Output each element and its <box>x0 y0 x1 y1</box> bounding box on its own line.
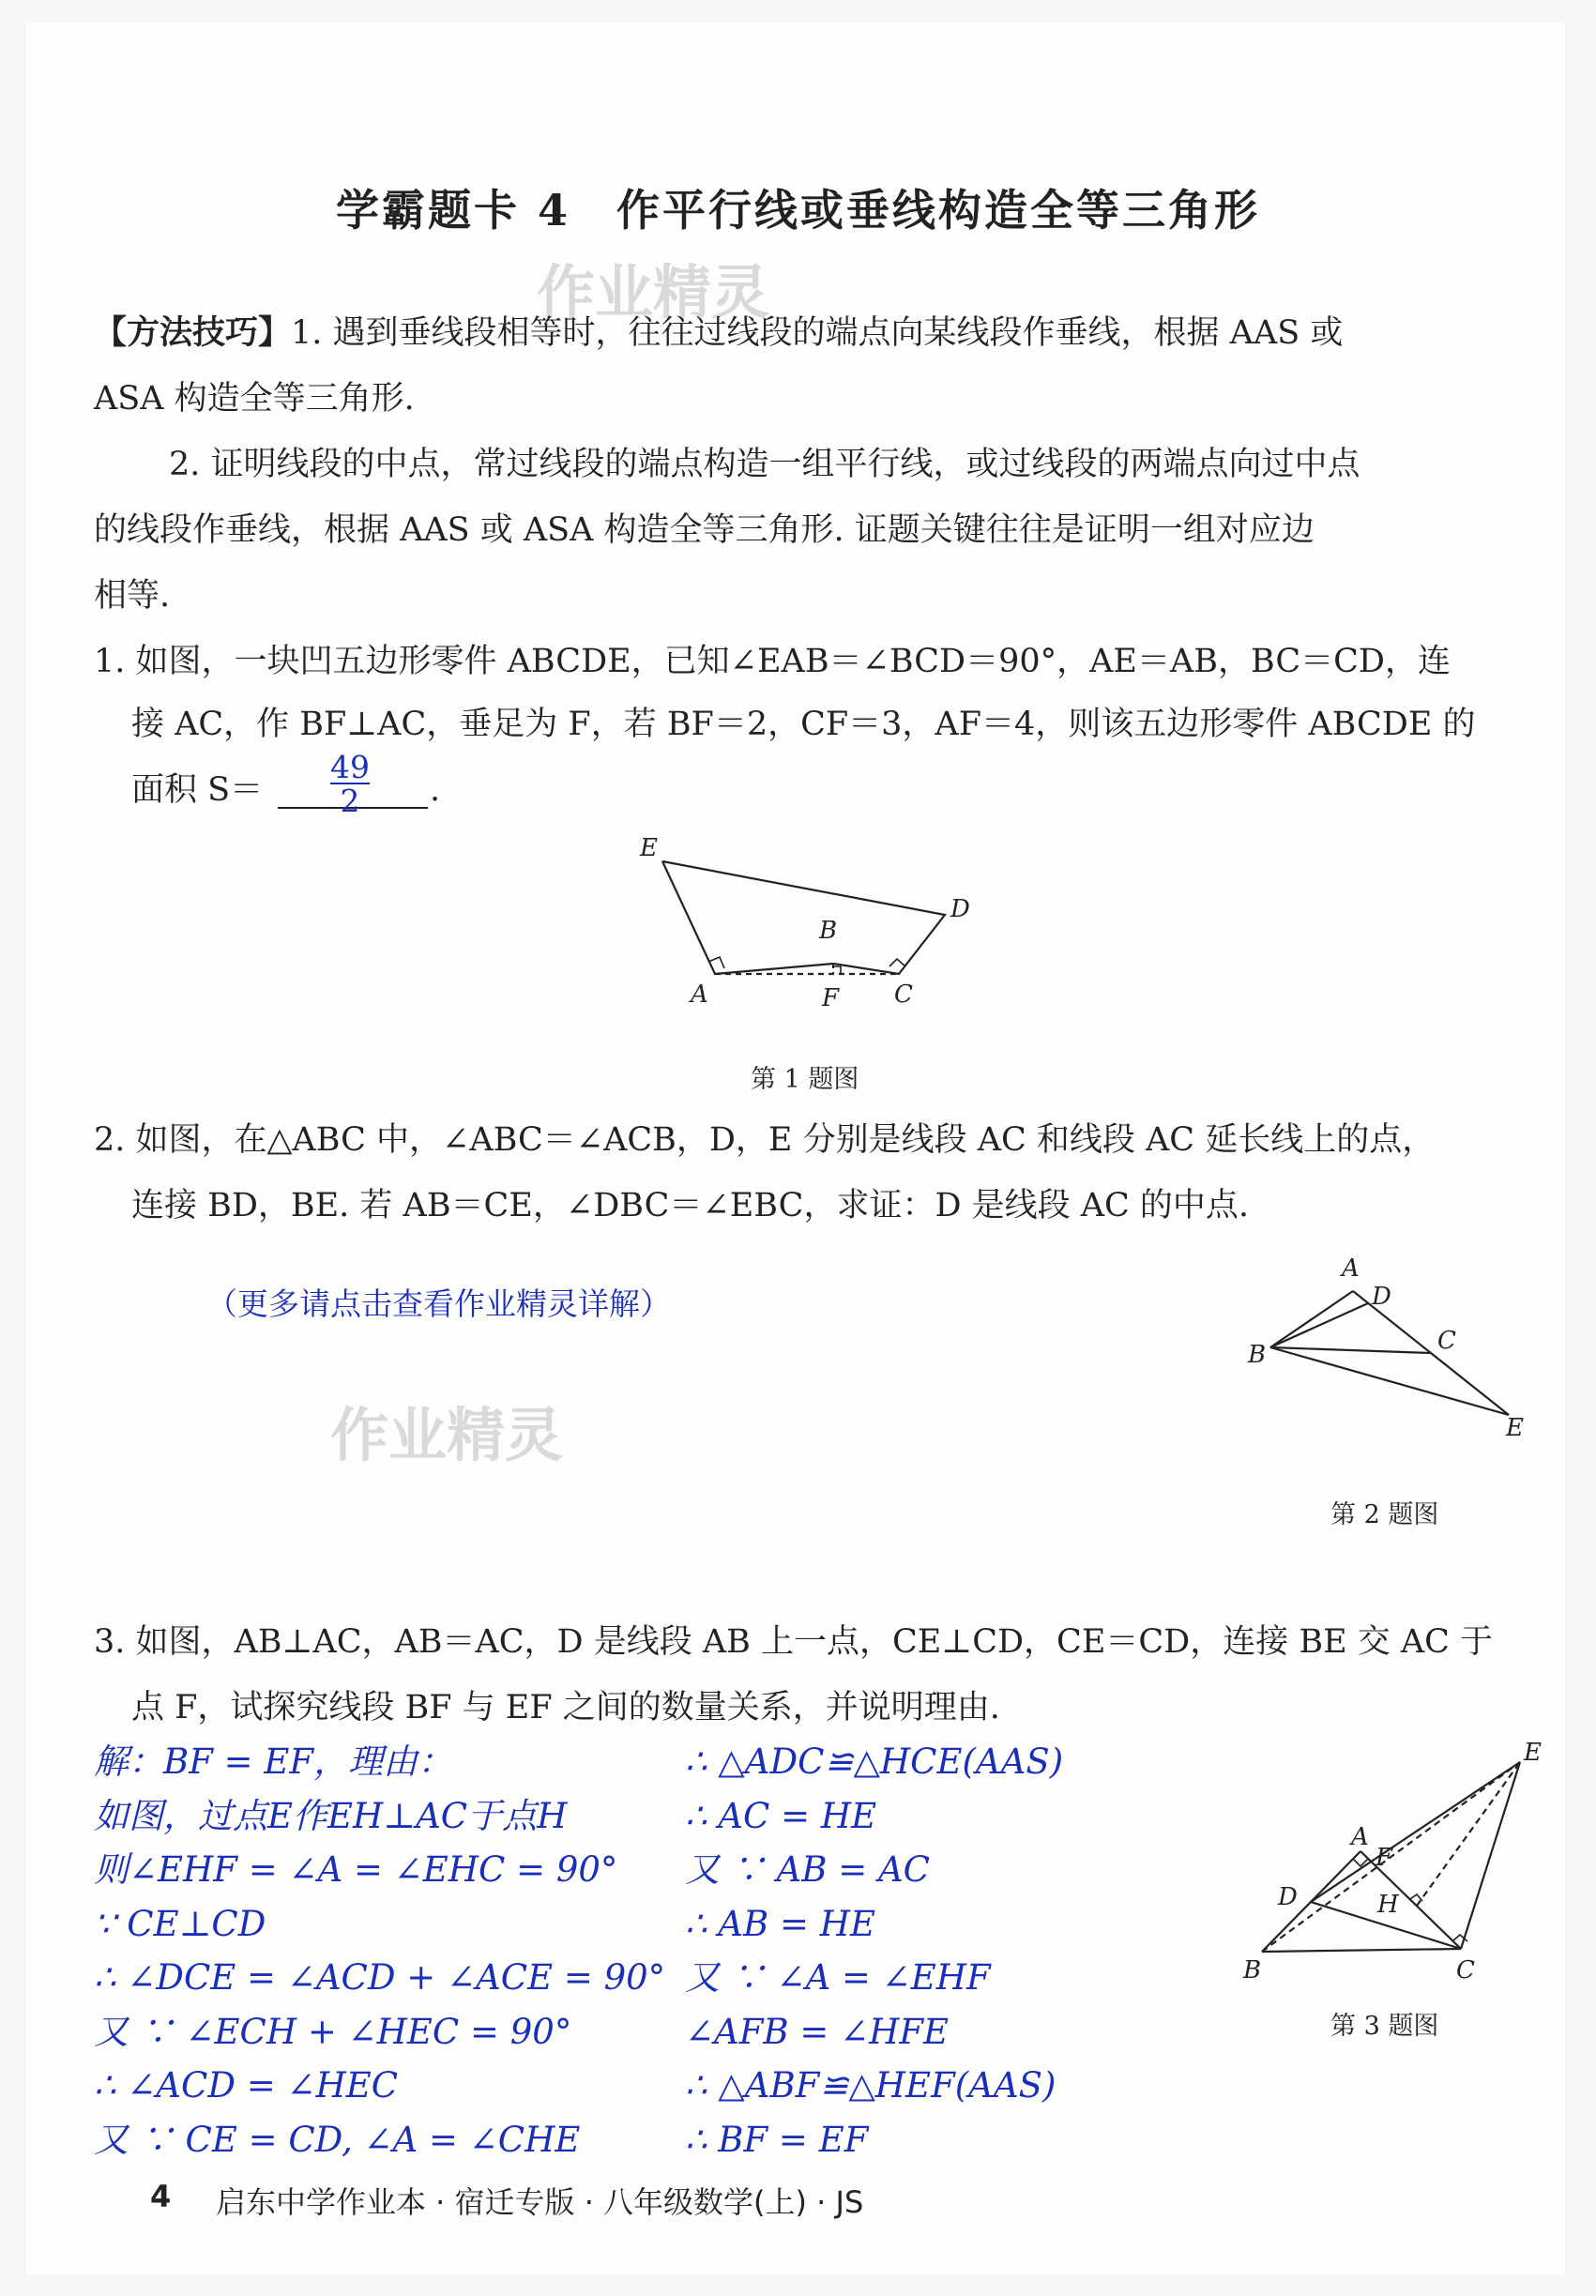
watermark-middle: 作业精灵 <box>330 1401 564 1469</box>
q3-solution-line: ∴ ∠ACD = ∠HEC <box>94 2065 399 2106</box>
method-label: 【方法技巧】 <box>94 313 292 352</box>
q1-line-1: 1. 如图，一块凹五边形零件 ABCDE，已知∠EAB＝∠BCD＝90°，AE＝AB，BC＝CD，连 <box>94 643 1451 680</box>
q1-label-d: D <box>950 895 970 923</box>
q3-solution-line: 又 ∵ ∠ECH + ∠HEC = 90° <box>94 2011 572 2052</box>
q3-segment-de <box>1311 1762 1520 1902</box>
q3-label-e: E <box>1524 1739 1542 1767</box>
q3-solution-right <box>685 1743 1063 2175</box>
q3-solution-line: ∴ AC = HE <box>685 1795 877 1836</box>
method-tip-2-line-3: 相等. <box>94 577 171 615</box>
q3-solution-line: ∠AFB = ∠HFE <box>685 2011 950 2052</box>
q3-segment-bc <box>1262 1949 1461 1952</box>
q3-solution-line: 又 ∵ AB = AC <box>685 1849 930 1890</box>
q3-solution-line: ∴ ∠DCE = ∠ACD + ∠ACE = 90° <box>94 1957 666 1998</box>
q3-label-c: C <box>1456 1956 1475 1984</box>
method-tip-1-line-1 <box>94 314 1343 352</box>
watermark-top: 作业精灵 <box>537 258 770 327</box>
q2-line-2: 连接 BD，BE. 若 AB＝CE，∠DBC＝∠EBC，求证：D 是线段 AC 的中点. <box>131 1187 1250 1224</box>
q3-solution-line: 又 ∵ ∠A = ∠EHF <box>685 1957 991 1998</box>
q2-segment-be <box>1270 1347 1509 1415</box>
q2-label-e: E <box>1506 1414 1524 1442</box>
q2-figure <box>1229 1248 1529 1454</box>
q2-label-a: A <box>1342 1254 1360 1283</box>
q2-caption: 第 2 题图 <box>1330 1500 1439 1529</box>
q3-solution-line: 解：BF = EF，理由： <box>94 1741 453 1782</box>
q1-label-e: E <box>640 834 658 862</box>
q1-line-2: 接 AC，作 BF⊥AC，垂足为 F，若 BF＝2，CF＝3，AF＝4，则该五边形零件 ABCDE 的 <box>131 706 1476 743</box>
q3-label-b: B <box>1243 1956 1262 1984</box>
q2-segment-ba <box>1270 1291 1353 1347</box>
q3-segment-eh <box>1417 1762 1520 1906</box>
q3-label-f: F <box>1376 1844 1393 1872</box>
q3-solution-line: ∴ AB = HE <box>685 1903 876 1944</box>
q3-line-2: 点 F，试探究线段 BF 与 EF 之间的数量关系，并说明理由. <box>131 1689 1000 1726</box>
q3-solution-line: ∵ CE⊥CD <box>94 1903 266 1944</box>
page-title: 学霸题卡 4 作平行线或垂线构造全等三角形 <box>335 185 1261 236</box>
q2-segment-bd <box>1270 1303 1368 1347</box>
page-number: 4 <box>150 2179 172 2214</box>
q3-solution-line: 又 ∵ CE = CD, ∠A = ∠CHE <box>94 2119 581 2160</box>
q1-label-c: C <box>894 981 913 1009</box>
q1-area-label: 面积 S＝ <box>131 771 264 809</box>
q3-solution-line: ∴ BF = EF <box>685 2119 869 2160</box>
q1-answer-numerator: 49 <box>330 749 370 785</box>
q2-label-b: B <box>1248 1341 1267 1369</box>
q2-label-c: C <box>1437 1327 1456 1355</box>
q3-segment-ce <box>1461 1762 1520 1949</box>
q2-more-link[interactable]: （更多请点击查看作业精灵详解） <box>206 1285 671 1322</box>
q3-line-1: 3. 如图，AB⊥AC，AB＝AC，D 是线段 AB 上一点，CE⊥CD，CE＝CD，连接 BE 交 AC 于 <box>94 1623 1494 1661</box>
q1-label-f: F <box>822 984 840 1012</box>
q1-right-angle-f <box>833 966 841 974</box>
q1-line-3 <box>131 771 263 809</box>
q3-solution-line: ∴ △ABF≌△HEF(AAS) <box>685 2065 1056 2106</box>
q1-line-3-end: . <box>430 771 441 809</box>
q3-figure <box>1220 1726 1558 1999</box>
q3-solution-line: ∴ △ADC≌△HCE(AAS) <box>685 1741 1064 1782</box>
q1-label-b: B <box>819 917 838 945</box>
q3-solution-line: 则∠EHF = ∠A = ∠EHC = 90° <box>94 1849 618 1890</box>
q1-figure <box>629 826 1004 1013</box>
q1-answer-denominator: 2 <box>340 783 360 819</box>
method-tip-2-line-1: 2. 证明线段的中点，常过线段的端点构造一组平行线，或过线段的两端点向过中点 <box>169 446 1360 483</box>
q1-label-a: A <box>691 981 708 1009</box>
method-tip-1-line-2: ASA 构造全等三角形. <box>94 380 415 418</box>
q1-pentagon <box>662 861 945 974</box>
q3-label-d: D <box>1278 1883 1298 1911</box>
method-tip-1-text: 1. 遇到垂线段相等时，往往过线段的端点向某线段作垂线，根据 AAS 或 <box>291 314 1344 352</box>
q3-caption: 第 3 题图 <box>1330 2012 1439 2041</box>
method-tip-2-line-2: 的线段作垂线，根据 AAS 或 ASA 构造全等三角形. 证题关键往往是证明一组对应边 <box>94 511 1315 549</box>
q1-right-angle-c <box>889 959 905 966</box>
q3-solution-left <box>94 1743 665 2175</box>
q2-label-d: D <box>1372 1283 1391 1311</box>
q3-solution-line: 如图，过点E作EH⊥AC于点H <box>94 1795 568 1836</box>
q2-segment-bc <box>1270 1347 1430 1353</box>
q3-label-h: H <box>1377 1891 1399 1919</box>
footer-text: 启东中学作业本 · 宿迁专版 · 八年级数学(上) · JS <box>216 2184 864 2220</box>
q3-label-a: A <box>1351 1823 1369 1851</box>
q1-caption: 第 1 题图 <box>751 1065 859 1094</box>
q2-line-1: 2. 如图，在△ABC 中，∠ABC＝∠ACB，D，E 分别是线段 AC 和线段 AC 延长线上的点， <box>94 1121 1436 1159</box>
